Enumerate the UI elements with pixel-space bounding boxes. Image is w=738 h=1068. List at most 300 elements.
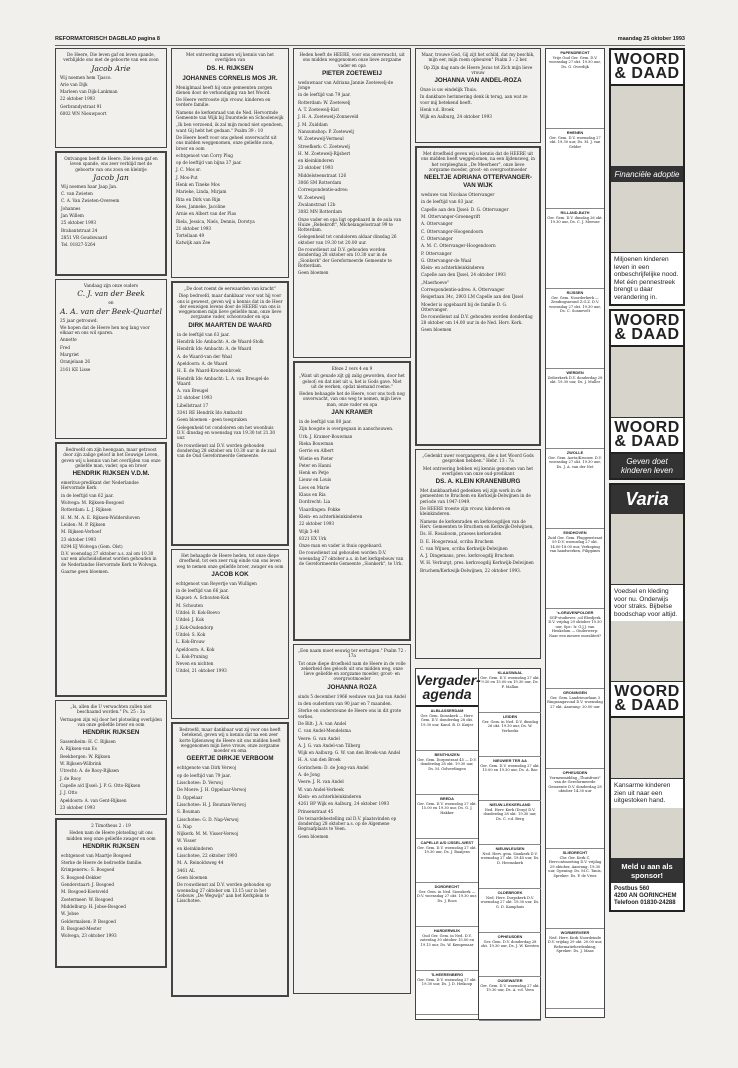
notice-text: Henk en Tineke Mos [176, 182, 220, 188]
notice-text: A. M. C. Ottervanger-Hoogendoorn [421, 243, 496, 249]
agenda-item-title: RILLAND-BATH [560, 210, 590, 215]
notice-text: Zijn hoogste is overgegaan in aanschouwen. [299, 426, 394, 432]
notice-text: Onze man en vader is thuis opgebaard. [299, 543, 383, 549]
child-photo [611, 182, 683, 253]
notice-text: De Moere: J. H. Oppelaar-Verwoj [177, 787, 247, 793]
death-notice [415, 48, 541, 143]
notice-text: 25 jaar getrouwd. [60, 317, 98, 323]
agenda-item [546, 289, 604, 369]
notice-text: Jan Willem [61, 213, 84, 219]
notice-text: G. Nap [177, 823, 192, 829]
notice-name: JOHANNA ROZA [327, 683, 377, 691]
notice-text: Tel. 01827-5264 [61, 242, 96, 248]
column-3 [293, 48, 411, 997]
notice-name: HENDRIK RIJKSEN [82, 729, 140, 737]
notice-text: Geen bloemen [298, 270, 329, 276]
agenda-item [416, 883, 478, 927]
agenda-item [546, 49, 604, 129]
notice-text: W. Jobse [61, 911, 79, 917]
notice-text: M. Bosgoed-Koetsveld [61, 889, 109, 895]
notice-text: 21 oktober 1993 [176, 225, 212, 231]
notice-text: „Een naam moet eeuwig ter eertuigen." Psalm 72 : 17a [298, 648, 406, 659]
agenda-item-text: Ger. Gem. Aorta/Kroonw. D.V. woensdag 27 okt. 19.30 uur, Ds. J. A. van der Net [548, 455, 602, 469]
notice-text: Wijk en Aalburg, 24 oktober 1993 [420, 114, 492, 120]
agenda-item-text: Ned. Herv. Kerk Noordeinde D.V. vrijdag 29 okt. 20.00 uur, Reformatieherdenking, Spreker: Ds. J. Maas [547, 935, 603, 954]
agenda-item-text: SGP-studiever. ‚od Ebedjezk D.V. vrijdag 29 oktober 19.30 uur, Spr.: Ir. G.J.J. van Heukelom — Onderwerp: Naar een nieuwe moraliteit? [548, 615, 602, 638]
notice-text: in de leeftijd van 83 jaar. [421, 199, 474, 205]
notice-text: Wijk 3-40 [299, 528, 320, 534]
agenda-item-title: OPHEUSDEN [562, 770, 588, 775]
agenda-item-title: BREDA [440, 796, 454, 801]
notice-text: Prinsenstraat 45 [298, 808, 334, 814]
notice-text: D. Oppelaar [177, 794, 203, 800]
notice-text: 23 oktober 1993 [61, 536, 97, 542]
notice-text: en kleinkinderen [177, 845, 213, 851]
notice-name: Jacob Arie [91, 63, 131, 73]
notice-text: Sassenheim: H. C. Rijksen [60, 739, 116, 745]
agenda-item [479, 801, 541, 845]
agenda-title: Vergader-agenda [416, 669, 478, 707]
address: 4200 AN GORINCHEM [614, 892, 677, 899]
notice-text: 25 oktober 1993 [61, 220, 97, 226]
agenda-item [546, 369, 604, 449]
notice-text: Genderstaart: J. Bosgoed [61, 882, 115, 888]
notice-text: A. van Breugel [177, 388, 209, 394]
notice-text: weduwnaar van Adriana Jannie Zoetewelj-de Jonge [298, 79, 394, 91]
phone: Telefoon 01830-24288 [614, 899, 676, 906]
notice-text: Lieuw en Louis [299, 477, 332, 483]
agenda-item [479, 889, 541, 933]
notice-text: Hendrik Ido Ambacht: A. de Waard [177, 346, 252, 352]
agenda-item-text: Ger. Gem. D.V. woensdag 27 okt. 19.30 uur, Ds. J. Baaijens [417, 845, 477, 855]
agenda-item-text: Ger. Gem. D.V. woensdag 27 okt. 19.30 uur, Ds. J. D. Heikoop [417, 977, 477, 987]
agenda-item-text: Ger. Gem. D.V. dinsdag 26 okt. 19.30 uur, Ds. C. J. Meeuse [547, 215, 603, 225]
notice-text: 23 oktober 1993 [60, 804, 96, 810]
notice-text: Apeldoorn: A. de Waard [177, 360, 228, 366]
agenda-item [479, 669, 541, 713]
child-photo [611, 808, 683, 859]
agenda-item-text: Oud Ger. Gem. in Ned. D.V. zaterdag 30 oktober 15.00 en 19.15 uur, Ds. W. Kempenaar [419, 933, 475, 947]
agenda-item-text: Vormenmiddag „Thuisfront" van de Gereformeerde Gemeente D.V. donderdag 28 oktober 14.30 uur [548, 775, 602, 794]
notice-text: 6002 WN Nieuwpoort [60, 111, 107, 117]
notice-name: NEELTJE ADRIANA OTTERVANGER-VAN WIJK [424, 174, 532, 190]
notice-text: in den ouderdom van 90 jaar en 7 maanden. [298, 701, 392, 707]
notice-text: D. E. Hoogerwaal, scriba Bruchem [420, 538, 494, 544]
agenda-item-title: ALBLASSERDAM [430, 708, 464, 713]
notice-text: Utrecht: A. de Rooy-Rijksen [60, 768, 119, 774]
adoptie-banner: Financiële adoptie [611, 167, 683, 182]
notice-text: Namens de kerkenraad van de Ned. Hervormde Gemeente van Wijk bij Duurstede en Schoolenwijk [176, 109, 284, 121]
notice-text: A. Ottervanger [421, 221, 453, 227]
agenda-item-text: Ger. Gem. D.V. woensdag 27 okt. 19.30 uur, Ds. M. J. van Gelder [549, 135, 601, 149]
notice-text: Correspondentie-adres: A. Ottervanger [421, 287, 505, 293]
notice-text: Veere: G. van Andel [298, 735, 340, 741]
agenda-item-title: ZWOLLE [566, 450, 584, 455]
notice-text: Meniglmaal heeft hij onze gemeenten zorgen dienen door de verkondiging van het Woord. [176, 84, 273, 95]
postbus: Postbus 560 [614, 885, 650, 892]
notice-text: Brabantstraat 24 [61, 227, 98, 233]
ad-text-1: Miljoenen kinderen leven in een onbeschrijfelijke nood. Met één pennestreek brengt u daar verandering in. [614, 256, 679, 301]
notice-text: De Heere heeft voor ons geheel onverwacht uit ons midden weggenomen, onze geliefde zoon, broer en oom [176, 134, 277, 151]
notice-text: L. Kok-Pruning [176, 653, 208, 659]
notice-name: HENDRIK RIJKSEN [82, 842, 140, 850]
notice-text: Zwalanstraat 12b [298, 201, 336, 207]
agenda-item-text: Ger. Gem. Dorpsstraat 45 — D.V. donderdag 28 okt. 19.30 uur, Ds. M. Golverdingen [417, 757, 477, 771]
agenda-item [546, 769, 604, 849]
notice-text: J. de Rooy [60, 775, 82, 781]
agenda-item [479, 933, 541, 977]
agenda-item-title: DORDRECHT [434, 884, 460, 889]
notice-text: Riela, Jessica, Niels, Dennis, Dorotya [176, 218, 255, 224]
death-notice [55, 442, 167, 697]
notice-name: DIRK MAARTEN DE WAARD [188, 321, 272, 329]
death-notice [171, 722, 289, 997]
notice-text: A. de Jong [298, 772, 320, 778]
notice-text: 22 oktober 1993 [60, 96, 96, 102]
notice-text: De rouwdienst zal D.V. worden gehouden donderdag 28 oktober om 10.30 uur in de zaal van de Oud Gereformeerde Gemeente. [177, 442, 276, 459]
notice-text: Bedroefd, maar dankbaar wat zij voor ons heeft betekend, geven wij u kennis dat na een zeer korte lijdensweg de Heere uit ons midden heeft weggenomen mijn lieve vrouw, onze zorgzame moeder en oma [179, 727, 281, 754]
agenda-item [479, 713, 541, 757]
notice-text: H. A. van den Broek [298, 757, 341, 763]
agenda-item-title: LEIDEN [502, 714, 518, 719]
agenda-item [546, 129, 604, 209]
notice-text: Middelsteenstraat 126 [298, 172, 347, 178]
notice-text: Met ontroering namen wij kennis van het overlijden van [186, 52, 274, 63]
notice-text: W. Rijksen-Wilbrink [60, 761, 102, 767]
notice-text: Moeder is opgebaard bij de familie D. G. Ottervanger. [421, 301, 508, 312]
notice-text: Rotterdam: L. J. Rijksen [61, 507, 112, 513]
notice-text: J. Kok-Oudendorp [176, 624, 214, 630]
notice-text: A. de Waard-van der Waal [177, 353, 232, 359]
notice-text: en [108, 300, 114, 306]
notice-text: echtgenoot van Corry Plug [176, 152, 233, 158]
child-photo [611, 514, 683, 585]
agenda-item-title: NIEUWLEUSEN [495, 846, 525, 851]
agenda-item [546, 849, 604, 929]
ad-block-3 [609, 483, 685, 912]
column-1 [55, 48, 167, 971]
notice-text: Beekbergen: W. Rijksen [60, 753, 111, 759]
notice-text: Vlaardingen: Pokke [299, 506, 341, 512]
notice-text: Gaarne geen bloemen. [61, 569, 110, 575]
agenda-item-text: Ger. Gem. Landrieuwlaan 3 Ringzangavond D.V. woensdag 27 okt. Aanvang: 20.00 uur [547, 695, 603, 709]
notice-text: Gelegenheid tot condoleren om het woonhuis D.V. dinsdag en woensdag van 19.30 tot 21.30 uur. [177, 424, 276, 441]
agenda-item-text: Ger. Gem. in Ned. D.V. dinsdag 26 okt. 19.30 uur, Ds. W. Verhoeks [481, 719, 539, 733]
notice-text: en kleinkinderen [298, 158, 334, 164]
notice-name: Jacob Jan [93, 172, 129, 182]
notice-name: C. J. van der Beek [77, 289, 145, 299]
notice-text: Hendrik Ido Ambacht: A. de Waard-Stolk [177, 339, 264, 345]
notice-text: D.V. woensdag 27 oktober a.s. zal om 10.30 uur een afscheidsdienst worden gehouden in de Nederlandse Hervormde Kerk te Wolvega. [61, 551, 158, 567]
agenda-item [479, 977, 541, 1021]
notice-text: Onze is uw eindelijk Thuis. [420, 87, 478, 93]
notice-name: GEERTJE DIRKJE VERBOOM [186, 755, 274, 763]
notice-text: Onze vader en opa ligt opgebaard in de aula van Huize „Rebekroft", Mlchelangelostraat 99 te Rotterdam. [298, 216, 402, 233]
notice-text: Annette [60, 337, 77, 343]
notice-text: De teraardebestelling zal D.V. plaatsvinden op donderdag 28 oktober a.s. op de Algemene Begraafplaats te Veen. [298, 815, 397, 832]
agenda-item [416, 839, 478, 883]
notice-text: in de leeftijd van 79 jaar. [298, 92, 351, 98]
agenda-item-text: Chr. Ger. Kerk C. Herv.ontmoeting D.V. vrijdag 29 oktober, Aanvang: 19.30 uur, Opening: Ds. M.C. Tanis, Spreker: Ds. P. de Vries [548, 855, 602, 878]
notice-text: S. Bouman [177, 809, 200, 815]
notice-text: 3461 AL [177, 867, 195, 873]
notice-text: Uitdel: S. Kok [176, 631, 206, 637]
notice-text: 8294 EJ Wolvega (Gem. Olst) [61, 543, 123, 549]
death-notice [55, 279, 167, 439]
notice-text: Arnie en Albert van der Plas [176, 211, 237, 217]
notice-name: JAN KRAMER [331, 409, 373, 417]
geven-banner: Geven doet kinderen leven [611, 454, 683, 478]
notice-text: Wolvega, 23 oktober 1993 [61, 933, 117, 939]
notice-text: J. H. A. Zoetewelj-Zonneveld [298, 114, 359, 120]
notice-text: Klein- en achterkleinkinderen [298, 793, 362, 799]
agenda-item [479, 845, 541, 889]
death-notice [171, 281, 289, 546]
agenda-item-text: Zeiberkerk D.V. donderdag 28 okt. 19.30 uur, Ds. J. Muller [547, 375, 603, 385]
notice-text: Margriet [60, 352, 79, 358]
notice-text: A. J. Dingemans, pres. kerkvoogdij Bruchem [420, 553, 514, 559]
notice-text: J. M. Zuiddam [298, 121, 328, 127]
notice-text: 23 oktober 1993 [298, 165, 334, 171]
notice-text: P. Ottervanger [421, 250, 452, 256]
notice-text: Streefkerk: C. Zoetewelj [298, 143, 350, 149]
notice-text: Heden heeft de HEERE, voor ons onverwacht, uit ons midden weggenomen onze lieve zorgzame vader en opa [299, 52, 405, 68]
notice-text: Neven en nichten [176, 661, 214, 667]
notice-name: JOHANNA VAN ANDEL-ROZA [434, 77, 522, 85]
notice-text: Sterke de Heere de bedroefde familie. [61, 860, 143, 866]
notice-text: Capelle aan den IJssel: D. G. Ottervanger [421, 206, 509, 212]
notice-text: weduwe van Nicolaas Ottervanger [421, 192, 495, 198]
notice-text: C. Ottervanger-Hoogendoorn [421, 228, 484, 234]
child-photo [611, 347, 683, 418]
notice-text: C. Ottervanger [421, 235, 453, 241]
agenda-item-title: CAPELLE A/D IJSSEL-WEST [420, 840, 474, 845]
notice-text: Sterke en ondersteune de Heere ons in dit grote verlies. [298, 708, 402, 719]
agenda-item-text: Ger. Gem. D.V. woensdag 27 okt. 19.30 uur, Ds. A. v.d. Veen [480, 983, 540, 993]
notice-text: De Heere vertrooste zijn vrouw, kinderen en verdere familie. [176, 97, 271, 108]
notice-text: Johannes [61, 205, 81, 211]
notice-name: A. A. van der Beek-Quartel [60, 306, 162, 316]
page-date: maandag 25 oktober 1993 [617, 36, 685, 42]
notice-text: Libellstraat 17 [177, 402, 209, 408]
notice-text: Oranjelaan 26 [60, 359, 91, 365]
notice-text: Marleen van Dijk-Lankman [60, 89, 118, 95]
notice-text: Fred [60, 344, 71, 350]
notice-text: M. Schouten [176, 602, 203, 608]
notice-text: „Ik ben verzoend, ik zal mijn mond niet opendoen, want Gij hebt het gedaan." Psalm 39 : 10 [176, 122, 284, 133]
notice-text: Tot onze diepe droefheid nam de Heere in de volle zekerheid des geloofs uit ons midden weg, onze lieve geliefde en zorgzame moeder, groot- en overgrootmoeder [298, 660, 406, 682]
notice-text: L. Kok-Brouw [176, 639, 205, 645]
notice-text: Klaus en Ria [299, 492, 326, 498]
agenda-item [546, 609, 604, 689]
vergader-agenda [415, 668, 541, 1020]
section-label: REFORMATORISCH DAGBLAD pagina 8 [55, 36, 160, 42]
agenda-item-title: OUDEWATER [497, 978, 523, 983]
page-header [55, 35, 685, 46]
notice-text: Lisschotee: H. J. Bouman-Verwoj [177, 801, 246, 807]
agenda-item-title: SLIEDRECHT [562, 850, 588, 855]
notice-text: De rouwdienst zal D.V. worden gehouden op woensdag 27 oktober om 13.15 uur in het Gebouw „De Wegwijs" aan het Kerkplein te Lisschotee. [177, 882, 271, 904]
woord-en-daad-ads [609, 48, 685, 915]
death-notice [55, 151, 167, 276]
notice-text: Vermagen zijn wij door het plotseling overlijden van onze geliefde broer en oom [60, 716, 162, 727]
death-notice [171, 549, 289, 719]
notice-text: Lisschotee: G. D. Nap-Verwoj [177, 816, 239, 822]
notice-text: Ds. H. Rosaboom, praeses kerkeraden [420, 531, 502, 537]
notice-text: Rieka Bouwman [299, 440, 334, 446]
notice-text: Apeldoorn: A. van Gent-Rijksen [60, 797, 127, 803]
column-agenda-continued [545, 48, 605, 1018]
notice-text: M. Ottervanger-Groenegrift [421, 214, 481, 220]
agenda-item-text: Ger. Gem. D.V. woensdag 27 okt. 15.00 en 19.30 uur, Ds. A. Bac [480, 763, 540, 773]
agenda-item-text: Ger. Gem. Noorderkerk — Zendingsavond Z.G.Z. D.V. woensdag 27 okt. 19.30 uur, Ds. C. Sonnevelt [549, 295, 601, 314]
notice-text: Krimpenerw.: S. Bosgoed [61, 867, 115, 873]
notice-text: A. T. Zoetewelj-Kist [298, 107, 340, 113]
varia-header: Varia [611, 485, 683, 514]
notice-text: Katwijk aan Zee [176, 240, 211, 246]
notice-text: Lisschotee: D. Verwoj [177, 780, 223, 786]
sponsor-call: Meld u aan als sponsor! [611, 859, 683, 883]
notice-text: Veere: J. R. van Andel [298, 779, 344, 785]
notice-text: Geen bloemen - geen toespraken [177, 417, 247, 423]
notice-text: W. van Andel-Verbeek [298, 786, 344, 792]
agenda-item [546, 449, 604, 529]
notice-text: A. J. G. van Andel-van Tilberg [298, 742, 361, 748]
notice-text: Capelle aan den IJssel, 24 oktober 1993 [421, 272, 506, 278]
notice-text: in de leeftijd van 63 jaar. [177, 331, 230, 337]
notice-text: G. Ottervanger-de Waal [421, 257, 472, 263]
notice-text: „Maerhoeve" [421, 279, 449, 285]
notice-text: Apeldoorn: A. Kok [176, 646, 215, 652]
agenda-continued [545, 48, 605, 1018]
notice-text: H. M. M. A. E. Rijksen-Widdershoven [61, 514, 140, 520]
notice-text: De rouwdienst zal D.V. gehouden worden donderdag 28 oktober om 10.30 uur in de „Sionkerk" der Gereformeerde Gemeente te Rotterdam. [298, 247, 392, 268]
column-4 [415, 48, 541, 662]
notice-text: We hopen dat de Heere hen nog lang voor elkaar en ons wil sparen. [60, 324, 150, 336]
notice-text: Geen bloemen [421, 326, 452, 332]
notice-text: Geldermalsen: P. Bosgoed [61, 918, 116, 924]
agenda-item-text: Ger. Gem. in Ned. Sionskerk — D.V. woensdag 27 okt. 19.30 uur, Ds. J. Roos [417, 889, 477, 903]
notice-text: C. A. Van Zwieten-Overeem [61, 198, 120, 204]
agenda-item-title: 's-GRAVENPOLDER [556, 610, 594, 615]
agenda-item [546, 689, 604, 769]
agenda-item [546, 529, 604, 609]
notice-text: Geen bloemen [177, 874, 208, 880]
notice-name: DS. H. RIJKSEN [206, 64, 254, 72]
notice-text: in de leeftijd van 80 jaar. [299, 419, 352, 425]
notice-text: in de leeftijd van 62 jaar. [61, 492, 114, 498]
notice-text: Wij noemen hem Tjasco. [60, 74, 112, 80]
woord-daad-logo: WOORD & DAAD [611, 418, 683, 454]
notice-text: M. A. Reinoldsweg 44 [177, 860, 224, 866]
agenda-item-title: HARDERWIJK [433, 928, 461, 933]
notice-text: „De doot roemt de eerwaarden van kracht" [184, 286, 276, 291]
notice-text: echtgenoot van Reyertje van Wulligen [176, 580, 257, 586]
notice-text: H. E. de Waard-Kroonenbroek [177, 368, 241, 374]
notice-text: 3082 MN Rotterdam [298, 209, 342, 215]
notice-text: Uitdel: J. Kok [176, 617, 204, 623]
notice-text: B. Bosgoed-Mester [61, 925, 102, 931]
notice-text: sinds 5 december 1966 weduwe van Jan van Andel [298, 693, 406, 699]
notice-text: 2851 VR Goudswaard [61, 234, 108, 240]
notice-text: Het behaagde de Heere heden, tot onze diepe droefheid, tot een zeer ruig einde van ons leven weg te nemen onze geliefde broer, zwager en oom [176, 553, 284, 569]
notice-name: PIETER ZOETEWEIJ [322, 69, 382, 77]
notice-text: Klein- en achterkleinkinderen [421, 265, 485, 271]
agenda-item-title: EINDHOVEN [563, 530, 587, 535]
agenda-item-title: NIEUWER TER AA [493, 758, 527, 763]
agenda-item-title: KLAASWAAL [497, 670, 523, 675]
death-notice [293, 48, 411, 358]
child-photo [611, 718, 683, 779]
notice-text: Diep bedroefd, maar dankbaar voor wat hij voor ons is geweest, geven wij u kennis dat in de Heer der eeuwigen levens door de HEERE van ons is weggenomen mijn lieve geliefde man, onze lieve zorgzame vader, schoonvader en opa [177, 293, 283, 320]
notice-text: S. Bosgoed-Dekker [61, 874, 102, 880]
notice-text: „Is, allen die U verwachten zullen niet beschaamd worden." Ps. 25 : 3a [70, 704, 152, 715]
notice-text: De Bilt: J. A. van Andel [298, 720, 347, 726]
notice-text: op de leeftijd van bijna 37 jaar. [176, 160, 242, 166]
notice-text: 2 Timotheus 2 : 19 [91, 823, 131, 828]
death-notice [415, 449, 541, 659]
death-notice [55, 48, 167, 148]
agenda-item-title: WERDEN [566, 370, 584, 375]
ad-block-1 [609, 48, 685, 306]
notice-text: De HEERE troeste zijn vrouw, kinderen en kleinkinderen. [420, 506, 511, 517]
notice-text: Marieke, Linda, Mirjam [176, 189, 227, 195]
agenda-item-title: GRONINGEN [563, 690, 587, 695]
notice-text: „Want uit genade zijt gij zalig geworden, door het geloof; en dat niet uit u, het is Gods gave. Niet uit de werken, opdat niemand roeme." [299, 373, 405, 389]
death-notice [55, 700, 167, 815]
notice-text: 22 oktober 1993 [299, 521, 335, 527]
notice-text: Peter en Hanni [299, 462, 331, 468]
notice-text: Namens de kerkenraden en kerkvoogdijen van de Herv. Gemeenten te Bruchem en Kerkwijk-Delwijnen, [420, 518, 534, 529]
agenda-item-title: RHENEN [566, 130, 584, 135]
notice-text: A. Rijksen-van Es [60, 746, 97, 752]
notice-text: Loes en Marie [299, 484, 330, 490]
notice-text: „Gedenkt uwer voorgangeren, die u het Woord Gods gesproken hebben." Hebr. 13 : 7a [422, 453, 534, 464]
agenda-item [416, 751, 478, 795]
notice-text: in de leeftijd van 66 jaar. [176, 588, 229, 594]
agenda-item-title: BENTHUIZEN [434, 752, 460, 757]
agenda-item-text: Ned. Herv. Dorpskerk D.V. woensdag 27 okt. 19.30 uur, Ds. G. D. Kamphuis [480, 895, 540, 909]
notice-text: Hendrik Ido Ambacht: L. A. van Breugel-de Waard [177, 375, 269, 386]
agenda-item-text: Vrije Oud Ger. Gem. D.V. woensdag 27 okt. 19.30 uur, Ds. G. Overdijk [549, 55, 601, 69]
notice-text: 4261 BP Wijk en Aalburg, 24 oktober 1993 [298, 801, 390, 807]
agenda-item-text: Ned. Herv. gem. Sionkerk D.V. woensdag 27 okt. 19.45 uur, Ds. D. Heemskerk [480, 851, 540, 865]
notice-text: Ontvangen heeft de Heere, Die leven gaf en leven spande, ons zeer verblijd met de geboorte van ons zoon en kleintje [64, 156, 158, 172]
agenda-item-text: Ger. Gem. D.V. donderdag 28 okt. 19.30 uur, Ds. J. W. Kersten [481, 939, 539, 949]
notice-text: Wolvega: M. Rijksen-Bosgoed [61, 500, 124, 506]
agenda-item-text: Ger. Gem. Sionskerk — Herv. Gem. D.V. donderdag 28 okt. 19.30 uur, Kand. B. D. Kuijer [420, 713, 474, 727]
notice-text: Bruchem/Kerkwijk-Delwijnen, 22 oktober 1993. [420, 567, 522, 573]
agenda-item [416, 971, 478, 1015]
notice-text: Rotterdam: W. Zoetewelj [298, 99, 351, 105]
notice-text: Kees, Janneke, Jacoline [176, 203, 226, 209]
notice-text: Klein- en achterkleinkinderen [299, 513, 363, 519]
death-notice [293, 644, 411, 994]
agenda-item [416, 795, 478, 839]
notice-text: 8321 EX Urk [299, 535, 327, 541]
notice-text: Kapuet: A. Schouten-Kok [176, 595, 230, 601]
notice-text: Henk v.d. Broek [420, 107, 454, 113]
notice-text: Tortellaan 49 [176, 233, 205, 239]
agenda-item-text: Ger. Gem. D.V. woensdag 27 okt. 15.00 en 19.30 uur, Ds. G. J. Hakker [417, 801, 477, 815]
notice-text: Leiden: M. P. Rijksen [61, 521, 106, 527]
child-photo [611, 621, 683, 682]
notice-text: Wij noemen haar Jaap Jan. [61, 183, 118, 189]
woord-daad-logo: WOORD & DAAD [611, 50, 683, 86]
column-2 [171, 48, 289, 1000]
notice-text: H. M. Zoetewelj-Rijsbert [298, 150, 351, 156]
notice-text: Capelle a/d IJssel: J. P. G. Otto-Rijksen [60, 782, 141, 788]
